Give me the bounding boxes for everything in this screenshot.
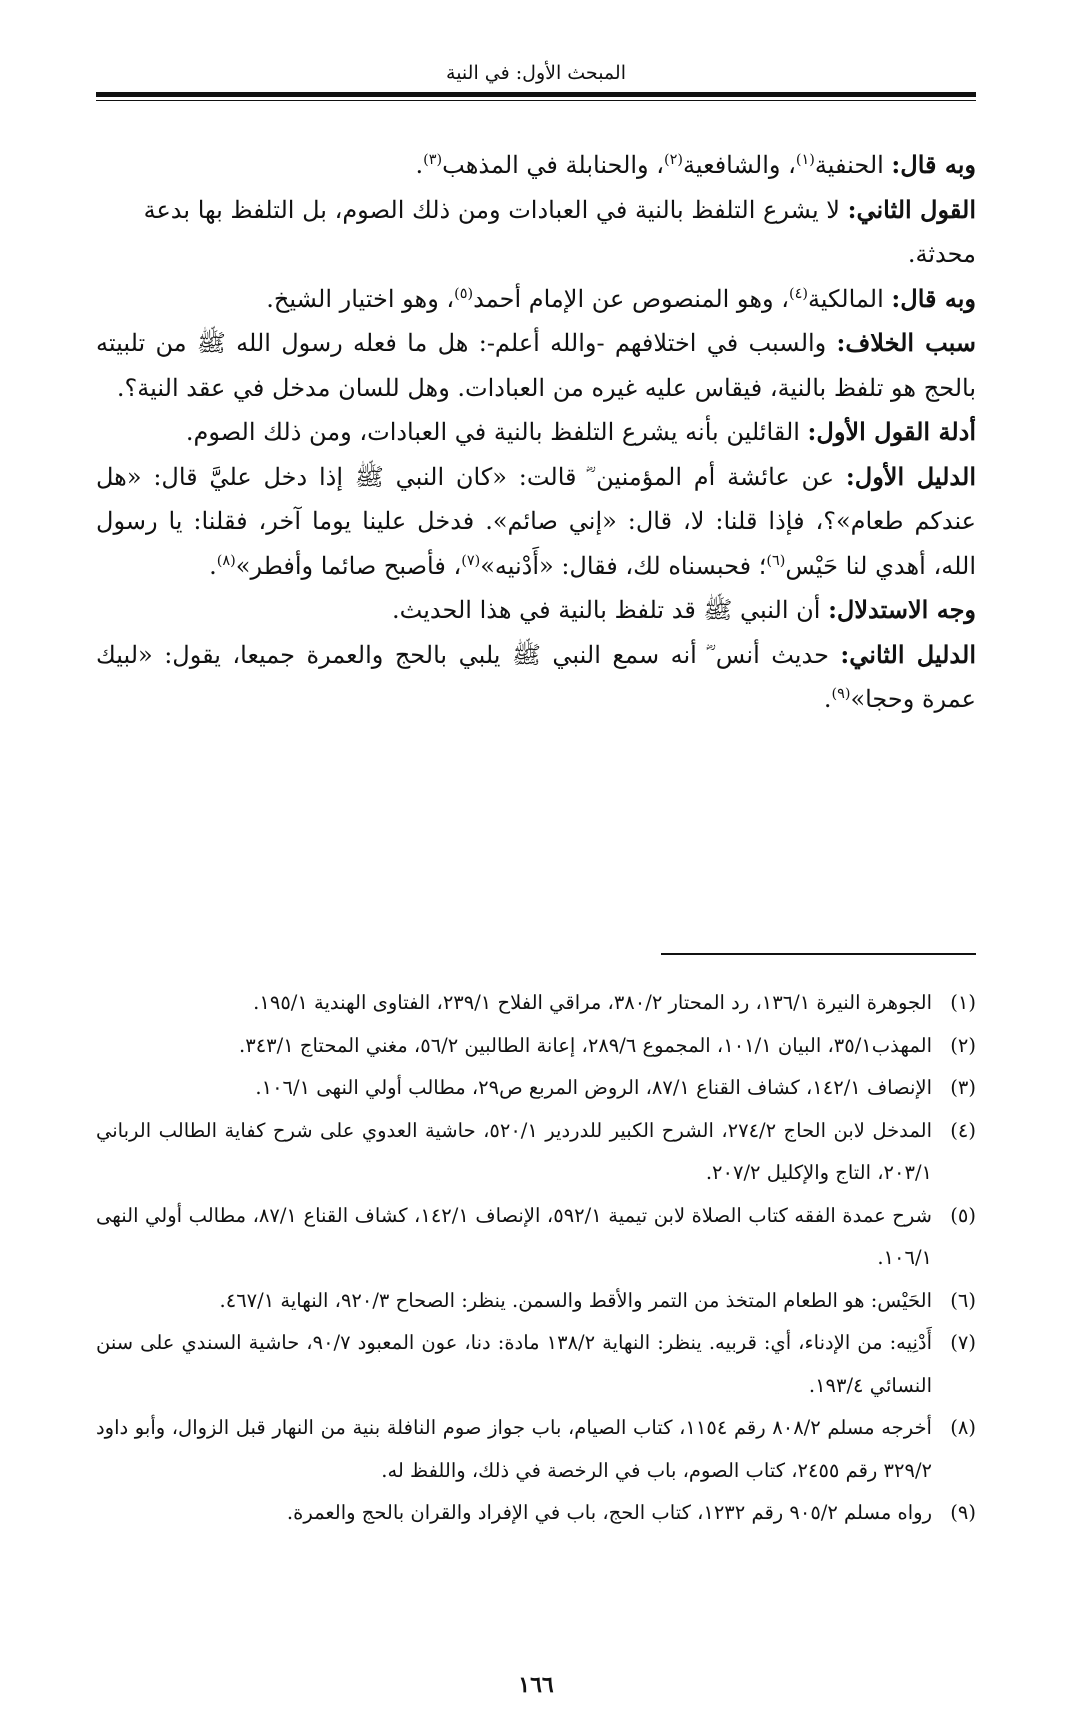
footnote-number: (١) <box>950 991 976 1014</box>
text-run: . <box>823 685 832 713</box>
footnote-number: (٧) <box>950 1331 976 1354</box>
footnote-ref[interactable]: (٨) <box>216 552 236 569</box>
footnote-ref[interactable]: (٦) <box>766 552 786 569</box>
footnote-number: (٣) <box>950 1076 976 1099</box>
footnote-number: (٦) <box>950 1288 976 1312</box>
paragraph-aisha-hadith <box>96 455 976 589</box>
footnote-ref[interactable]: (٩) <box>831 686 851 703</box>
footnote <box>96 1025 976 1068</box>
text-run: والسبب في اختلافهم -والله أعلم-: هل ما فعله رسول الله ﷺ من تلبيته بالحج هو تلفظ بالنية، فيقاس عليه غيره من العبادات. وهل للسان مدخل في عقد النية؟. <box>96 329 976 402</box>
text-run: ؛ فحبسناه لك، فقال: «أَدْنيه» <box>480 551 767 580</box>
footnote-number: (٨) <box>950 1416 976 1439</box>
text-run: ، فأصبح صائما وأفطر» <box>235 551 462 580</box>
footnote-ref[interactable]: (٢) <box>664 152 684 169</box>
page-number: ١٦٦ <box>518 1672 554 1698</box>
text-run: ، والشافعية <box>683 151 796 179</box>
footnote-text: شرح عمدة الفقه كتاب الصلاة لابن تيمية ٥٩٢/١، الإنصاف ١٤٢/١، كشاف القناع ٨٧/١، مطالب أولي النهى ١٠٦/١. <box>96 1203 932 1269</box>
footnote-text: رواه مسلم ٩٠٥/٢ رقم ١٢٣٢، كتاب الحج، باب في الإفراد والقران بالحج والعمرة. <box>286 1501 932 1524</box>
footnote-number: (٥) <box>950 1203 976 1227</box>
footnote <box>96 1492 976 1535</box>
paragraph-label: الدليل الثاني: <box>840 639 977 669</box>
footnote-number: (٤) <box>950 1118 976 1142</box>
paragraph-label: وجه الاستدلال: <box>828 595 976 624</box>
paragraph-second-opinion <box>96 188 976 277</box>
footnote-text: الإنصاف ١٤٢/١، كشاف القناع ٨٧/١، الروض المربع ص٢٩، مطالب أولي النهى ١٠٦/١. <box>255 1076 932 1099</box>
paragraph-malikiyya <box>96 277 976 322</box>
paragraph-label: الدليل الأول: <box>845 461 977 491</box>
footnote <box>96 1195 976 1280</box>
footnote-ref[interactable]: (٧) <box>461 552 481 569</box>
paragraph-hanafiyya <box>96 143 976 188</box>
footnote <box>96 1280 976 1323</box>
paragraph-inference <box>96 588 976 633</box>
footnote-separator <box>661 953 976 955</box>
paragraph-first-evidence-intro <box>96 410 976 455</box>
book-page <box>96 58 976 1698</box>
text-run: . <box>415 151 424 179</box>
footnote-text: أخرجه مسلم ٨٠٨/٢ رقم ١١٥٤، كتاب الصيام، باب جواز صوم النافلة بنية من النهار قبل الزوال، وأبو داود ٣٢٩/٢ رقم ٢٤٥٥، كتاب الصوم، باب في الرخصة في ذلك، واللفظ له. <box>96 1416 932 1482</box>
text-run: . <box>209 551 217 580</box>
paragraph-cause-of-disagreement <box>96 321 976 410</box>
footnote-text: أَدْنِيه: من الإدناء، أي: قربيه. ينظر: النهاية ١٣٨/٢ مادة: دنا، عون المعبود ٩٠/٧، حاشية السندي على سنن النسائي ١٩٣/٤. <box>96 1331 932 1397</box>
footnote-number: (٩) <box>950 1501 976 1524</box>
text-run: أن النبي ﷺ قد تلفظ بالنية في هذا الحديث. <box>392 596 829 624</box>
footnote <box>96 1110 976 1195</box>
text-run: عن عائشة أم المؤمنين ؓ قالت: «كان النبي ﷺ إذا دخل عليَّ قال: «هل عندكم طعام»؟، فإذا قلنا: لا، قال: «إني صائم». فدخل علينا يوما آخر، فقلنا: يا رسول الله، أهدي لنا حَيْس <box>96 462 976 580</box>
footnote-text: المهذب٣٥/١، البيان ١٠١/١، المجموع ٢٨٩/٦، إعانة الطالبين ٥٦/٢، مغني المحتاج ٣٤٣/١. <box>239 1033 932 1057</box>
text-run: حديث أنس ؓ أنه سمع النبي ﷺ يلبي بالحج والعمرة جميعا، يقول: «لبيك عمرة وحجا» <box>96 640 976 713</box>
text-run: ، والحنابلة في المذهب <box>442 151 665 179</box>
footnote-number: (٢) <box>950 1033 976 1057</box>
main-text <box>96 143 976 722</box>
text-run: القائلين بأنه يشرع التلفظ بالنية في العبادات، ومن ذلك الصوم. <box>185 418 808 446</box>
footnote <box>96 982 976 1025</box>
paragraph-label: وبه قال: <box>891 283 976 313</box>
running-title: المبحث الأول: في النية <box>446 62 626 84</box>
footnote-ref[interactable]: (١) <box>795 152 815 169</box>
footnotes <box>96 982 976 1535</box>
paragraph-label: سبب الخلاف: <box>836 328 976 357</box>
header-rule-thin <box>96 100 976 101</box>
footnote-text: المدخل لابن الحاج ٢٧٤/٢، الشرح الكبير للدردير ٥٢٠/١، حاشية العدوي على شرح كفاية الطالب الرباني ٢٠٣/١، التاج والإكليل ٢٠٧/٢. <box>96 1118 933 1184</box>
footnote <box>96 1067 976 1110</box>
paragraph-label: وبه قال: <box>891 150 976 179</box>
paragraph-label: أدلة القول الأول: <box>807 417 976 446</box>
header-rule-thick <box>96 92 976 97</box>
footnote-text: الحَيْس: هو الطعام المتخذ من التمر والأقط والسمن. ينظر: الصحاح ٩٢٠/٣، النهاية ٤٦٧/١. <box>219 1288 932 1312</box>
footnote-ref[interactable]: (٣) <box>423 152 443 169</box>
text-run: الحنفية <box>814 151 892 179</box>
footnote-ref[interactable]: (٤) <box>788 285 808 302</box>
footnote <box>96 1407 976 1492</box>
text-run: لا يشرع التلفظ بالنية في العبادات ومن ذلك الصوم، بل التلفظ بها بدعة محدثة. <box>143 195 976 268</box>
paragraph-anas-hadith <box>96 633 976 722</box>
text-run: ، وهو المنصوص عن الإمام أحمد <box>473 284 789 313</box>
paragraph-label: القول الثاني: <box>847 194 976 224</box>
footnote-ref[interactable]: (٥) <box>454 285 474 302</box>
text-run: ، وهو اختيار الشيخ. <box>266 284 455 313</box>
footnote-text: الجوهرة النيرة ١٣٦/١، رد المحتار ٣٨٠/٢، مراقي الفلاح ٢٣٩/١، الفتاوى الهندية ١٩٥/١. <box>253 991 932 1014</box>
footnote <box>96 1322 976 1407</box>
text-run: المالكية <box>807 284 892 313</box>
